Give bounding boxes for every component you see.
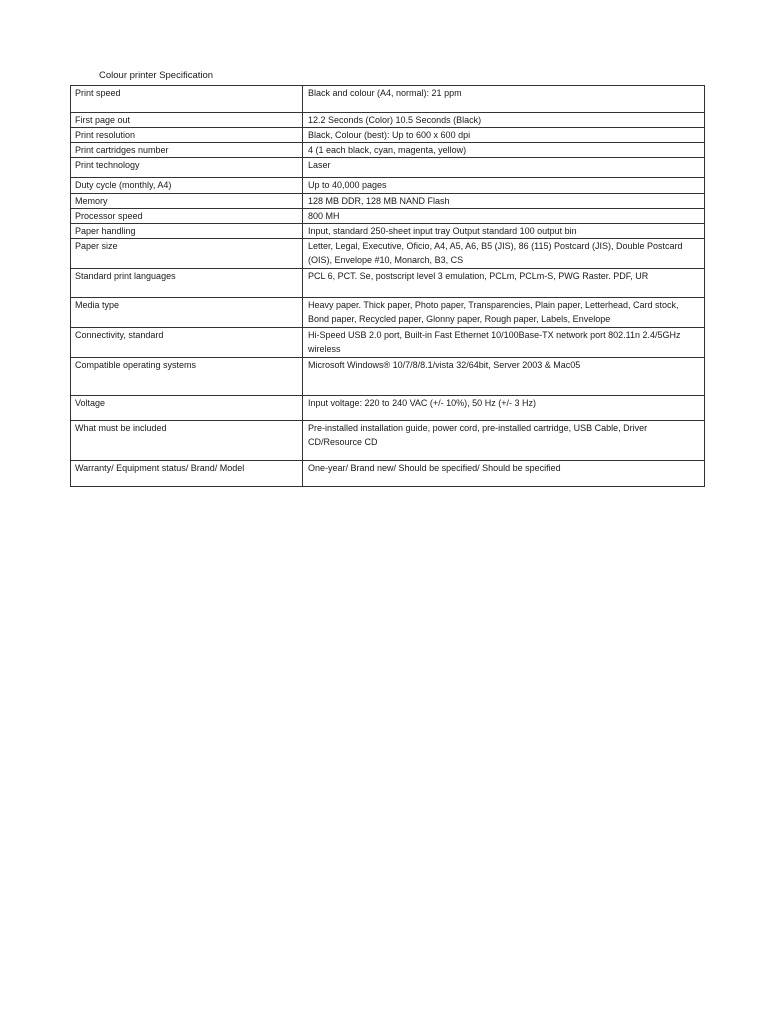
spec-label-cell — [71, 158, 303, 178]
spec-value: Hi-Speed USB 2.0 port, Built-in Fast Ethernet 10/100Base-TX network port 802.11n 2.4/5GHz wireless — [308, 330, 681, 354]
spec-value: 800 MH — [308, 211, 340, 221]
spec-label-cell — [71, 396, 303, 421]
spec-label: What must be included — [75, 423, 167, 433]
table-row — [71, 209, 705, 224]
spec-label-cell — [71, 209, 303, 224]
spec-label: Warranty/ Equipment status/ Brand/ Model — [75, 463, 245, 473]
spec-value-cell — [303, 194, 705, 209]
spec-value-cell — [303, 178, 705, 194]
spec-label: Duty cycle (monthly, A4) — [75, 180, 172, 190]
table-row — [71, 86, 705, 113]
spec-label: Standard print languages — [75, 271, 176, 281]
spec-label: Print resolution — [75, 130, 136, 140]
table-row — [71, 328, 705, 358]
spec-value: PCL 6, PCT. Se, postscript level 3 emulation, PCLm, PCLm-S, PWG Raster. PDF, UR — [308, 271, 649, 281]
spec-table — [70, 85, 705, 487]
spec-label: Print technology — [75, 160, 140, 170]
spec-label-cell — [71, 194, 303, 209]
spec-value: 128 MB DDR, 128 MB NAND Flash — [308, 196, 450, 206]
spec-value-cell — [303, 113, 705, 128]
spec-label: Compatible operating systems — [75, 360, 197, 370]
spec-value: Black, Colour (best): Up to 600 x 600 dpi — [308, 130, 471, 140]
spec-value: Microsoft Windows® 10/7/8/8.1/vista 32/64bit, Server 2003 & Mac05 — [308, 360, 581, 370]
spec-value: One-year/ Brand new/ Should be specified/ Should be specified — [308, 463, 561, 473]
spec-value-cell — [303, 86, 705, 113]
spec-value: Pre-installed installation guide, power cord, pre-installed cartridge, USB Cable, Driver CD/Resource CD — [308, 423, 648, 447]
document-title: Colour printer Specification — [99, 70, 214, 81]
spec-value-cell — [303, 298, 705, 328]
spec-table-body — [71, 86, 705, 487]
spec-value-cell — [303, 128, 705, 143]
spec-label: Print cartridges number — [75, 145, 169, 155]
table-row — [71, 194, 705, 209]
spec-label: Paper size — [75, 241, 118, 251]
spec-value-cell — [303, 421, 705, 461]
spec-value: 4 (1 each black, cyan, magenta, yellow) — [308, 145, 467, 155]
spec-value-cell — [303, 239, 705, 269]
spec-label: First page out — [75, 115, 131, 125]
spec-value-cell — [303, 461, 705, 487]
spec-value-cell — [303, 396, 705, 421]
spec-label: Voltage — [75, 398, 106, 408]
spec-label-cell — [71, 298, 303, 328]
table-row — [71, 461, 705, 487]
spec-label-cell — [71, 239, 303, 269]
spec-value: Letter, Legal, Executive, Oficio, A4, A5, A6, B5 (JIS), 86 (115) Postcard (JIS), Double Postcard (OIS), Envelope #10, Monarch, B3, CS — [308, 241, 683, 265]
spec-label-cell — [71, 143, 303, 158]
spec-value-cell — [303, 143, 705, 158]
table-row — [71, 358, 705, 396]
table-row — [71, 239, 705, 269]
spec-label: Media type — [75, 300, 120, 310]
spec-label-cell — [71, 461, 303, 487]
spec-value: Laser — [308, 160, 331, 170]
spec-label-cell — [71, 113, 303, 128]
spec-value-cell — [303, 209, 705, 224]
spec-label: Connectivity, standard — [75, 330, 164, 340]
spec-value-cell — [303, 269, 705, 298]
spec-value: Input, standard 250-sheet input tray Output standard 100 output bin — [308, 226, 577, 236]
table-row — [71, 421, 705, 461]
spec-value-cell — [303, 328, 705, 358]
spec-label-cell — [71, 178, 303, 194]
table-row — [71, 178, 705, 194]
table-row — [71, 143, 705, 158]
spec-label: Processor speed — [75, 211, 143, 221]
spec-value: Black and colour (A4, normal): 21 ppm — [308, 88, 462, 98]
spec-label-cell — [71, 86, 303, 113]
spec-value-cell — [303, 358, 705, 396]
spec-label-cell — [71, 224, 303, 239]
table-row — [71, 113, 705, 128]
spec-value: 12.2 Seconds (Color) 10.5 Seconds (Black) — [308, 115, 482, 125]
table-row — [71, 269, 705, 298]
table-row — [71, 158, 705, 178]
spec-label-cell — [71, 358, 303, 396]
spec-label: Memory — [75, 196, 108, 206]
spec-label: Print speed — [75, 88, 121, 98]
table-row — [71, 224, 705, 239]
spec-label-cell — [71, 328, 303, 358]
spec-label-cell — [71, 421, 303, 461]
table-row — [71, 396, 705, 421]
spec-label-cell — [71, 269, 303, 298]
spec-value: Heavy paper. Thick paper, Photo paper, Transparencies, Plain paper, Letterhead, Card stock, Bond paper, Recycled paper, Glonny paper, Rough paper, Labels, Envelope — [308, 300, 679, 324]
table-row — [71, 298, 705, 328]
spec-label-cell — [71, 128, 303, 143]
spec-value-cell — [303, 224, 705, 239]
spec-value: Input voltage: 220 to 240 VAC (+/- 10%), 50 Hz (+/- 3 Hz) — [308, 398, 536, 408]
table-row — [71, 128, 705, 143]
spec-value-cell — [303, 158, 705, 178]
spec-value: Up to 40,000 pages — [308, 180, 387, 190]
spec-label: Paper handling — [75, 226, 136, 236]
